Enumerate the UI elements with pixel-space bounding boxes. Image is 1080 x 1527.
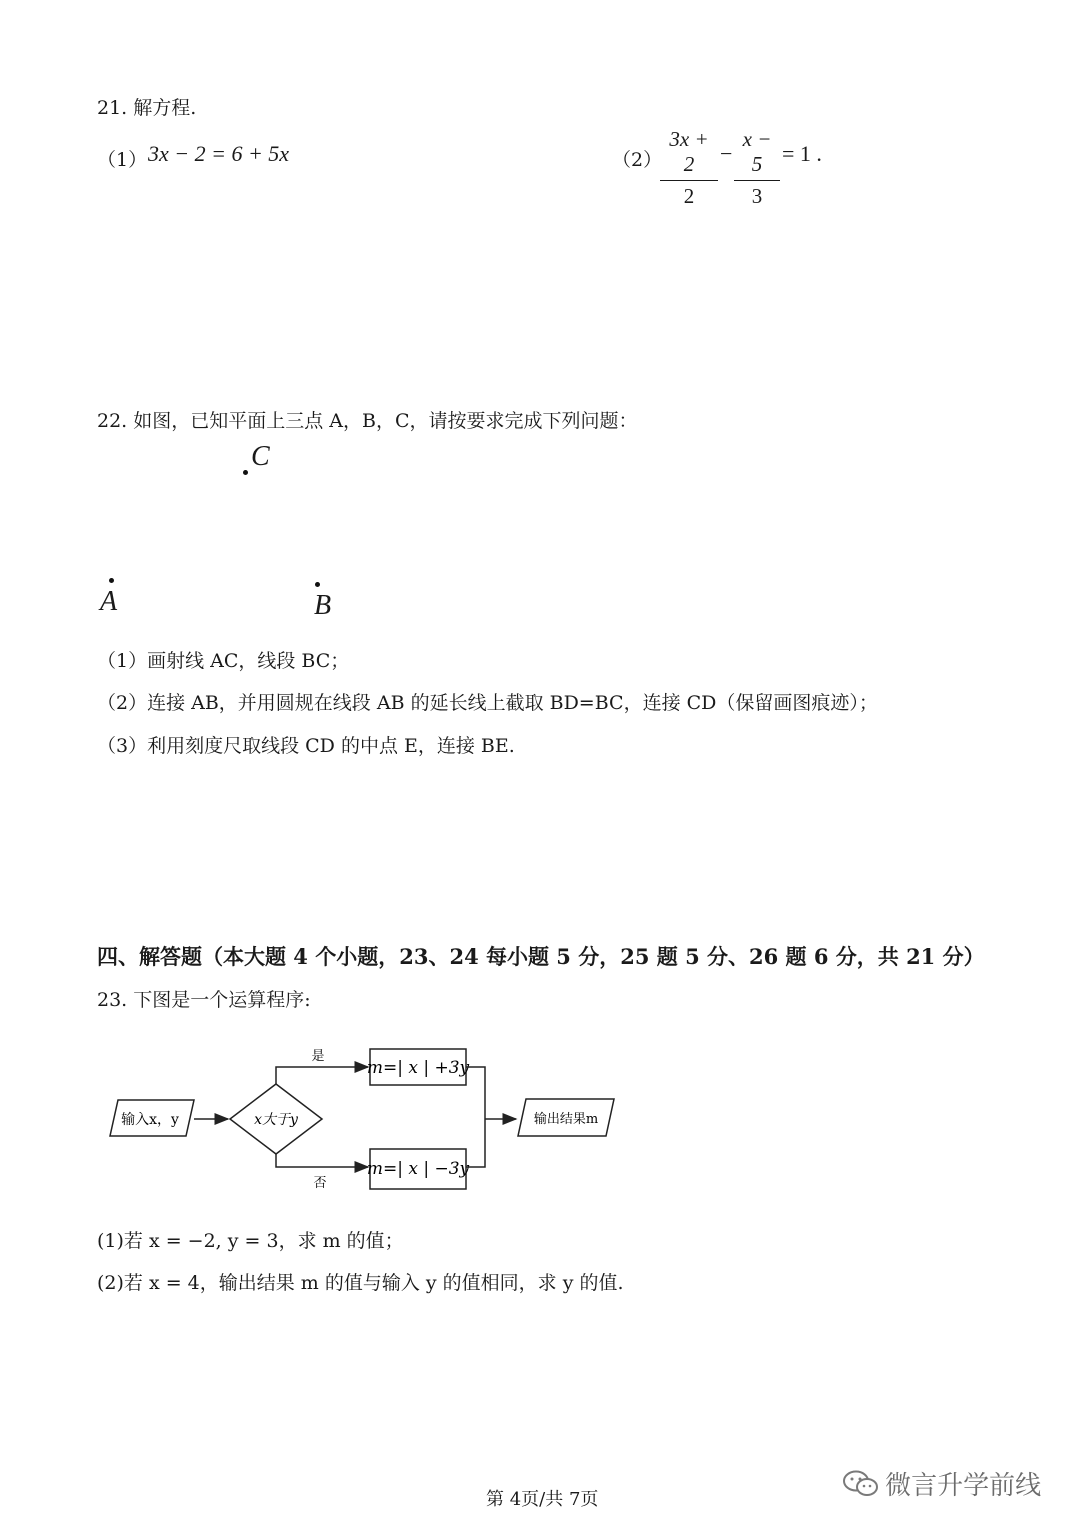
q21-part2-label: （2） [612, 149, 663, 171]
flow-output-text: 输出结果m [533, 1112, 599, 1127]
q21-part1-label: （1） [97, 149, 148, 171]
flow-decision-text: x大于y [254, 1112, 298, 1128]
q23-part2: (2)若 x = 4，输出结果 m 的值与输入 y 的值相同，求 y 的值. [97, 1272, 624, 1294]
flow-arrow-yes [276, 1067, 368, 1084]
flow-yes-formula: m=| x | +3y [366, 1058, 470, 1078]
fraction-1-bar [660, 180, 718, 181]
q22-part3: （3）利用刻度尺取线段 CD 的中点 E，连接 BE. [97, 735, 515, 757]
q23-title: 23. 下图是一个运算程序: [97, 989, 311, 1011]
fraction-2-numerator: x − 5 [742, 127, 772, 176]
fraction-2-denominator: 3 [751, 184, 763, 208]
q21-fraction-2 [734, 127, 780, 209]
q21-part1-equation: 3x − 2 = 6 + 5x [148, 141, 290, 166]
point-a-label: A [100, 586, 118, 617]
q21-fraction-1 [660, 127, 718, 209]
point-c-label: C [251, 441, 270, 472]
point-c-dot [243, 470, 248, 475]
q21-rhs: = 1 . [782, 141, 822, 166]
flow-no-formula: m=| x | −3y [366, 1159, 470, 1179]
page-number: 第 4页/共 7页 [486, 1489, 599, 1510]
q23-part1: (1)若 x = −2, y = 3，求 m 的值； [97, 1230, 404, 1252]
flow-arrow-no [276, 1154, 368, 1167]
q21-minus-sign: − [720, 141, 733, 166]
watermark [842, 1465, 1041, 1502]
q21-title: 21. 解方程. [97, 97, 197, 119]
flow-yes-label: 是 [311, 1049, 325, 1064]
flowchart [100, 1036, 630, 1196]
fraction-1-denominator: 2 [683, 184, 695, 208]
fraction-2-bar [734, 180, 780, 181]
q22-part2: （2）连接 AB，并用圆规在线段 AB 的延长线上截取 BD=BC，连接 CD（保留画图痕迹）； [97, 692, 878, 714]
flow-input-text: 输入x，y [121, 1112, 179, 1128]
watermark-text: 微言升学前线 [885, 1471, 1042, 1501]
wechat-icon [842, 1469, 880, 1499]
q22-part1: （1）画射线 AC，线段 BC； [97, 650, 350, 672]
section4-title: 四、解答题（本大题 4 个小题，23、24 每小题 5 分，25 题 5 分、26 题 6 分，共 21 分） [97, 944, 985, 969]
flow-no-label: 否 [313, 1176, 327, 1191]
point-a-dot [109, 578, 114, 583]
fraction-1-numerator: 3x + 2 [669, 127, 709, 176]
q22-title: 22. 如图，已知平面上三点 A，B，C，请按要求完成下列问题： [97, 410, 638, 432]
point-b-dot [315, 582, 320, 587]
point-b-label: B [314, 590, 332, 621]
flow-merge-line [466, 1067, 485, 1167]
